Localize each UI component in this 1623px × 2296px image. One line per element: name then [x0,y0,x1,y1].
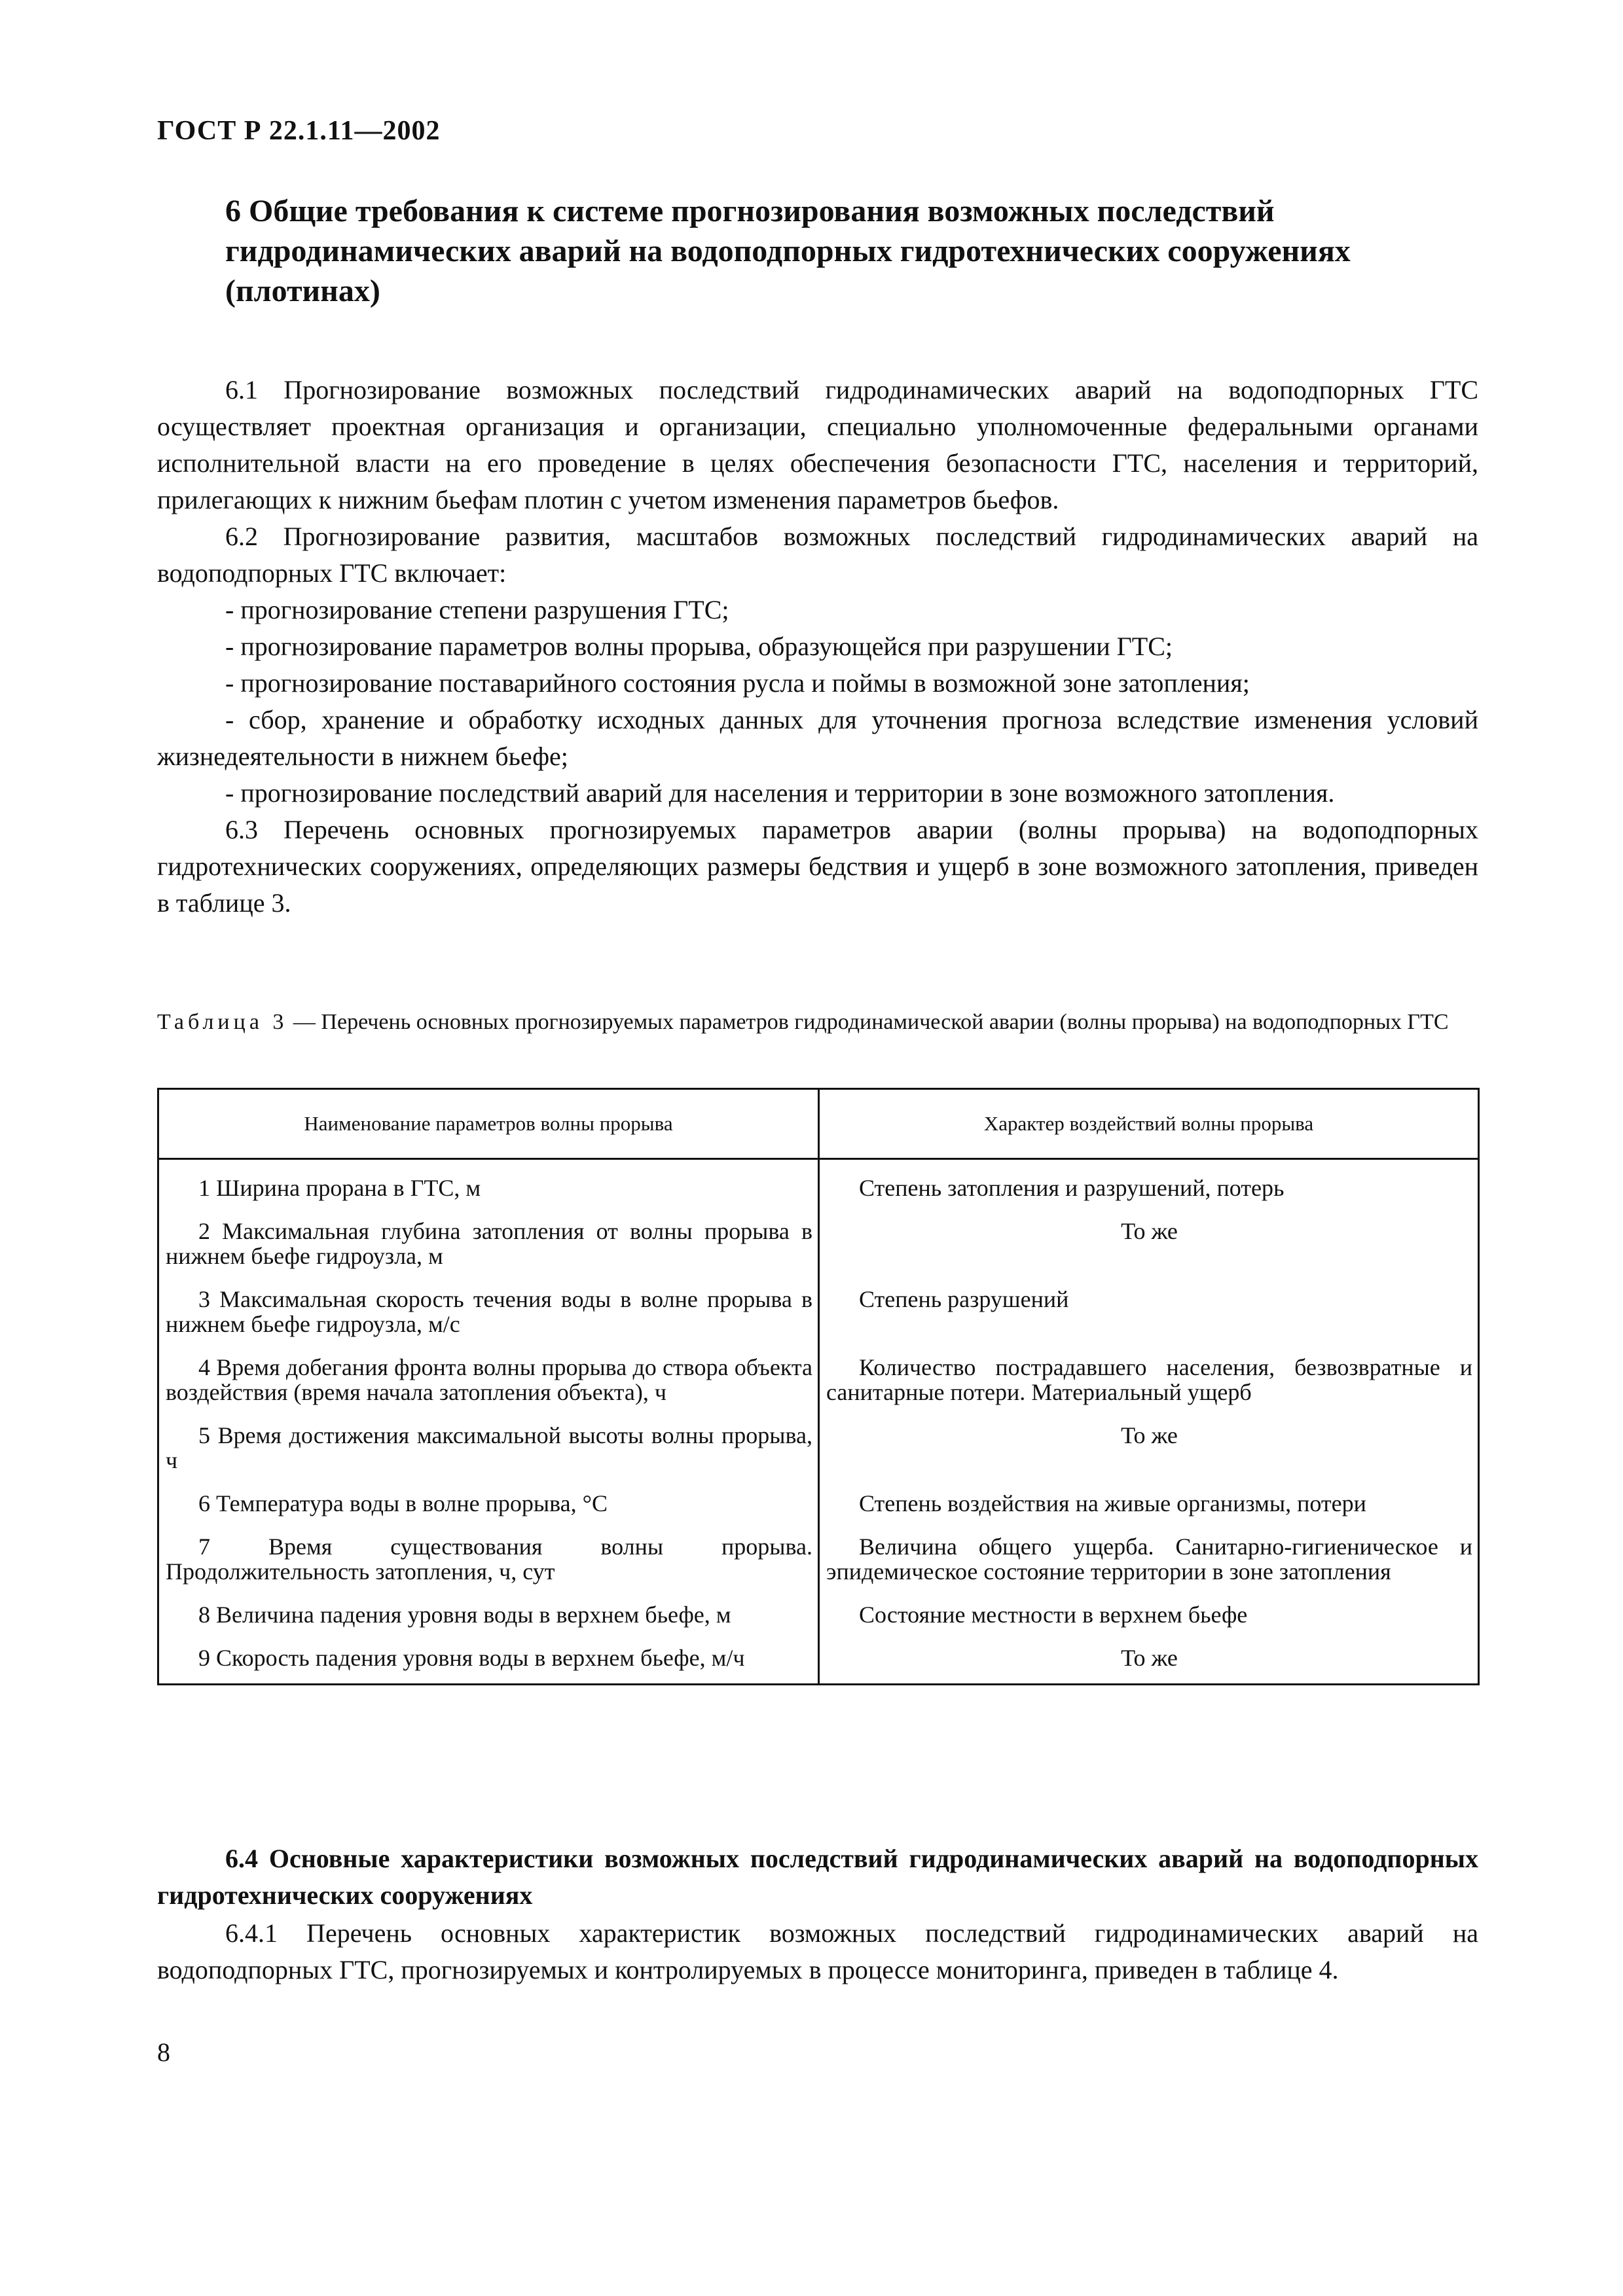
column-header-effect: Характер воздействий волны прорыва [819,1089,1479,1159]
column-header-parameter: Наименование параметров волны прорыва [158,1089,819,1159]
table-cell-param: 7 Время существования волны прорыва. Продолжительность затопления, ч, сут [158,1525,819,1593]
section-title: 6 Общие требования к системе прогнозирования возможных последствий гидродинамических аварий на водоподпорных гидротехнических сооружениях (плотинах) [225,194,1351,308]
table-row [158,1636,1479,1685]
table-cell-param: 9 Скорость падения уровня воды в верхнем бьефе, м/ч [158,1636,819,1685]
table-caption-text: — Перечень основных прогнозируемых параметров гидродинамической аварии (волны прорыва) на водоподпорных ГТС [287,1010,1449,1034]
table-row [158,1159,1479,1210]
list-item: - прогнозирование параметров волны прорыва, образующейся при разрушении ГТС; [225,632,1173,661]
paragraph-6-3: 6.3 Перечень основных прогнозируемых параметров аварии (волны прорыва) на водоподпорных гидротехнических сооружениях, определяющих размеры бедствия и ущерб в зоне возможного затопления, приведен в таблице 3. [157,815,1478,918]
table-row [158,1278,1479,1346]
table-header-row [158,1089,1479,1159]
table-row [158,1346,1479,1414]
table-cell-param: 5 Время достижения максимальной высоты волны прорыва, ч [158,1414,819,1482]
page-number: 8 [157,2037,170,2067]
table-cell-effect: Состояние местности в верхнем бьефе [819,1593,1479,1636]
table-row [158,1210,1479,1278]
table-cell-effect: Количество пострадавшего населения, безвозвратные и санитарные потери. Материальный ущерб [819,1346,1479,1414]
list-item: - прогнозирование степени разрушения ГТС; [225,595,729,624]
list-item: - прогнозирование поставарийного состояния русла и поймы в возможной зоне затопления; [225,668,1250,698]
table-cell-param: 6 Температура воды в волне прорыва, °С [158,1482,819,1525]
table-cell-param: 4 Время добегания фронта волны прорыва до створа объекта воздействия (время начала затопления объекта), ч [158,1346,819,1414]
paragraph-6-1: 6.1 Прогнозирование возможных последствий гидродинамических аварий на водоподпорных ГТС осуществляет проектная организация и организации, специально уполномоченные федеральными органами исполнительной власти на его проведение в целях обеспечения безопасности ГТС, населения и территорий, прилегающих к нижним бьефам плотин с учетом изменения параметров бьефов. [157,375,1478,514]
table-caption [157,1008,1478,1037]
table-cell-param: 8 Величина падения уровня воды в верхнем бьефе, м [158,1593,819,1636]
paragraph-6-4-1: 6.4.1 Перечень основных характеристик возможных последствий гидродинамических аварий на водоподпорных ГТС, прогнозируемых и контролируемых в процессе мониторинга, приведен в таблице 4. [157,1918,1478,1984]
subsection-title: 6.4 Основные характеристики возможных последствий гидродинамических аварий на водоподпорных гидротехнических сооружениях [157,1844,1478,1910]
parameters-table [157,1088,1480,1685]
table-cell-param: 2 Максимальная глубина затопления от волны прорыва в нижнем бьефе гидроузла, м [158,1210,819,1278]
table-cell-param: 1 Ширина прорана в ГТС, м [158,1159,819,1210]
table-cell-effect: То же [819,1414,1479,1482]
section-body [157,372,1478,922]
subsection-body [157,1915,1478,1988]
paragraph-6-2: 6.2 Прогнозирование развития, масштабов возможных последствий гидродинамических аварий на водоподпорных ГТС включает: [157,522,1478,588]
table-row [158,1414,1479,1482]
list-item: - прогнозирование последствий аварий для населения и территории в зоне возможного затопления. [225,778,1335,808]
document-code: ГОСТ Р 22.1.11—2002 [157,116,441,146]
table-cell-effect: Степень затопления и разрушений, потерь [819,1159,1479,1210]
table-cell-effect: То же [819,1210,1479,1278]
table-row [158,1525,1479,1593]
table-cell-effect: Степень воздействия на живые организмы, потери [819,1482,1479,1525]
list-item: - сбор, хранение и обработку исходных данных для уточнения прогноза вследствие изменения условий жизнедеятельности в нижнем бьефе; [157,705,1478,771]
table-row [158,1482,1479,1525]
table-cell-param: 3 Максимальная скорость течения воды в волне прорыва в нижнем бьефе гидроузла, м/с [158,1278,819,1346]
table-cell-effect: То же [819,1636,1479,1685]
table-cell-effect: Степень разрушений [819,1278,1479,1346]
table-cell-effect: Величина общего ущерба. Санитарно-гигиеническое и эпидемическое состояние территории в зоне затопления [819,1525,1479,1593]
table-row [158,1593,1479,1636]
table-caption-label: Таблица 3 [157,1010,288,1034]
